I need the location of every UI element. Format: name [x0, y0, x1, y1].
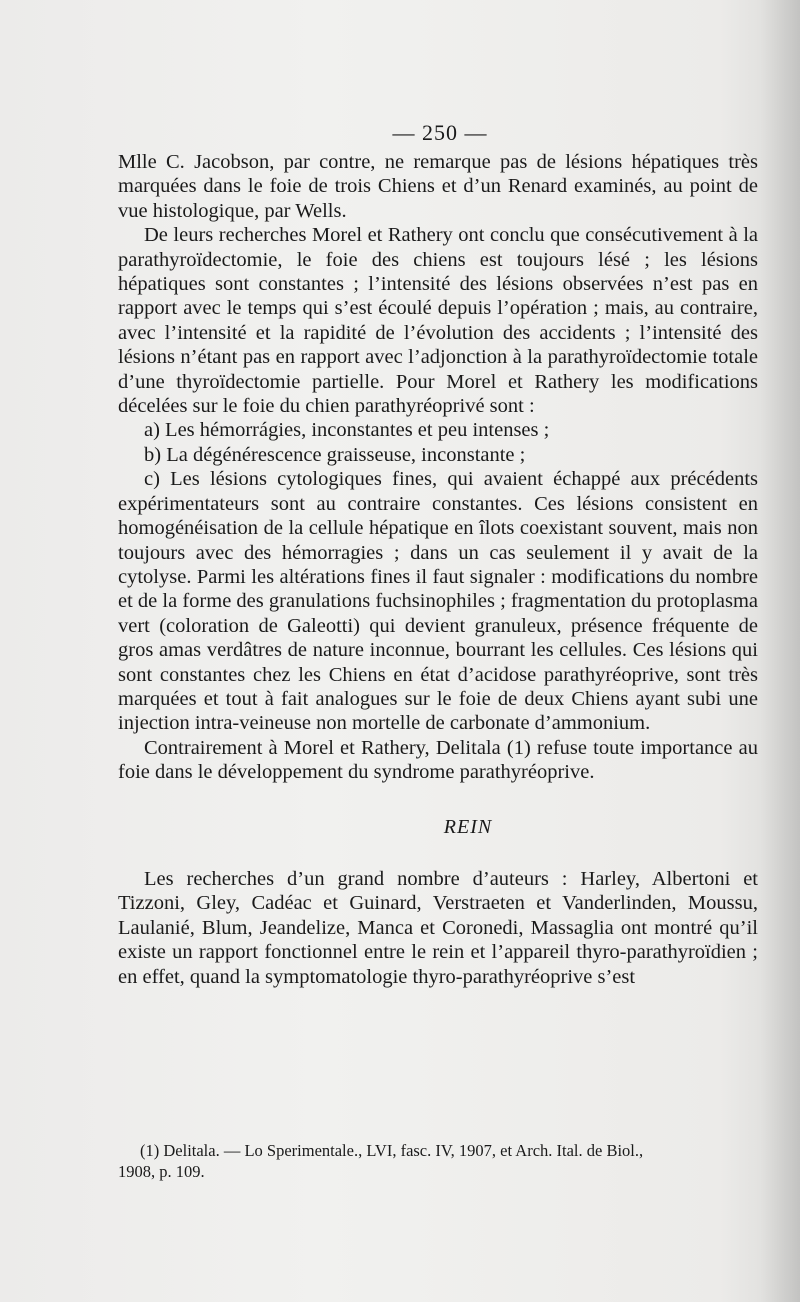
list-item-a: a) Les hémorrágies, inconstantes et peu intenses ;: [144, 419, 550, 442]
list-item-c: c) Les lésions cytologiques fines, qui avaient échappé aux précédents expérimentateurs sont au contraire constantes. Ces lésions consistent en homogénéisation de la cellule hépatique en îlots coexistant souvent, mais non toujours avec des hémorragies ; dans un cas seulement il y avait de la cytolyse. Parmi les altérations fines il faut signaler : modifications du nombre et de la forme des granulations fuchsinophiles ; fragmentation du protoplasma vert (coloration de Galeotti) qui devient granuleux, présence fréquente de gros amas verdâtres de nature inconnue, bourrant les cellules. Ces lésions qui sont constantes chez les Chiens en état d’acidose parathyréoprive, sont très marquées et tout à fait analogues sur le foie de deux Chiens ayant subi une injection intra-veineuse non mortelle de carbonate d’ammonium.: [118, 468, 758, 735]
body-text: [118, 150, 758, 989]
paragraph-rein: Les recherches d’un grand nombre d’auteurs : Harley, Albertoni et Tizzoni, Gley, Cadéac et Guinard, Verstraeten et Vanderlinden, Moussu, Laulanié, Blum, Jeandelize, Manca et Coronedi, Massaglia ont montré qu’il existe un rapport fonctionnel entre le rein et l’appareil thyro-parathyroïdien ; en effet, quand la symptomatologie thyro-parathyréoprive s’est: [118, 867, 758, 988]
paragraph-morel-rathery: De leurs recherches Morel et Rathery ont conclu que consécutivement à la parathyroïdectomie, le foie des chiens est toujours lésé ; les lésions hépatiques sont constantes ; l’intensité des lésions observées n’est pas en rapport avec le temps qui s’est écoulé depuis l’opération ; mais, au contraire, avec l’intensité et la rapidité de l’évolution des accidents ; l’intensité des lésions n’étant pas en rapport avec l’adjonction à la parathyroïdectomie totale d’une thyroïdectomie partielle. Pour Morel et Rathery les modifications décelées sur le foie du chien parathyréoprivé sont :: [118, 224, 758, 418]
footnote: [118, 1140, 758, 1182]
list-item-b: b) La dégénérescence graisseuse, inconstante ;: [144, 443, 526, 466]
section-title-rein: REIN: [443, 815, 493, 838]
footnote-line-1: (1) Delitala. — Lo Sperimentale., LVI, fasc. IV, 1907, et Arch. Ital. de Biol.,: [140, 1141, 644, 1160]
footnote-line-2: 1908, p. 109.: [118, 1162, 205, 1181]
paragraph-delitala: Contrairement à Morel et Rathery, Delitala (1) refuse toute importance au foie dans le développement du syndrome parathyréoprive.: [118, 736, 758, 784]
page-edge-shadow: [760, 0, 800, 1302]
paragraph-jacobson: Mlle C. Jacobson, par contre, ne remarque pas de lésions hépatiques très marquées dans le foie de trois Chiens et d’un Renard examinés, au point de vue histologique, par Wells.: [118, 151, 758, 222]
page-number: — 250 —: [392, 120, 488, 145]
